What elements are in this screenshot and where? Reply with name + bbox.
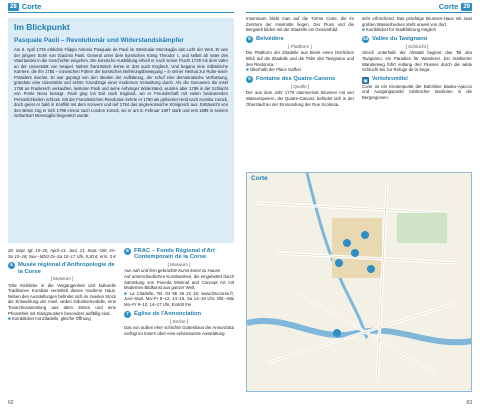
- transport-heading: [362, 77, 472, 84]
- opening-hours-text: 20. Sept. tgl. 10–20, April–21. Juni, 21. Sept.–Okt. Di–So 10–18, Nov.–März Di–Sa 10–17 Uhr, 5,30 €, erm. 3 €: [8, 248, 116, 259]
- item-6-number: 6: [124, 248, 131, 255]
- item-9-number: 9: [246, 76, 253, 83]
- item-6-heading: [124, 248, 234, 261]
- right-page-title: Corte: [438, 2, 459, 11]
- right-page-number: 63: [466, 400, 472, 406]
- item-9-category: [ Quelle ]: [290, 83, 310, 89]
- item-8-note: Oberhalb der Place Gaffori: [249, 67, 301, 73]
- item-8-heading: [246, 36, 354, 43]
- city-map[interactable]: [246, 172, 472, 392]
- spotlight-title: Im Blickpunkt: [14, 22, 70, 32]
- map-marker-5: [343, 239, 351, 247]
- right-col1-intro: Innenraum blickt man auf die Türme Corte, die im Zentrum der Inselmitte liegen. Der Fluss und die Bergwelt bilden mit der Zitadelle ein Gesamtbild.: [246, 16, 354, 33]
- location-pin-icon: ■: [246, 67, 249, 73]
- map-graphic: [247, 173, 472, 392]
- right-page-header: [439, 2, 472, 11]
- item-9-heading: [246, 76, 354, 83]
- left-column-2: [124, 248, 234, 398]
- item-9-title: Fontaine des Quatre-Canons: [256, 75, 336, 82]
- spotlight-text: Am 6. April 1725 erblickte Filippo Antonio Pasquale de Paoli im Streitcular Morosaglia das Licht der Welt. Er war der jüngere Sohn von Giacinto Paoli, General unter dem korsischen König Theodor I., und selbst ab Vater des Vaterlandes in die Geschichte eingehen. Die korsische Ausbildung erhielt er nach seiner Flucht 1739 mit dem Vater an der Universität von Neapel. Neben französisch lernte er dort auch Englisch. Und begann eine militärische Karriere, die ihn 1755 – inzwischen Führer der korsischen Befreiungsbewegung – in seiner Heimat zur Ruhe-Insel-Präsident machte. Er war geprägt von den Idealen der Aufklärung, der schuf eine demokratische Verfassung, gründete eine Universität und setzte Grundzüge einer modernen Verwaltung durch. Als die Genuesen die Insel 1768 an Frankreich verkauften, leisteten Paoli und seine Anhänger Widerstand, wurden aber 1769 in der Schlacht von Ponte Novu besiegt. Paoli ging ins Exil nach England, wo er Freundschaft mit vielen bedeutenden Persönlichkeiten schloss. Mit der Französischen Revolution kehrte er 1790 als gefeierter Held nach Korsika zurück, doch geriet er bald in Konflikt mit dem Konvent und rief 1794 das anglo-korsische Königreich aus. Enttäuscht von den Briten zog er sich 1795 erneut nach London zurück, wo er am 5. Februar 1807 starb und erst 1889 in seinem Geburtsort Morosaglia beigesetzt wurde.: [14, 47, 228, 118]
- item-8-number: 8: [246, 36, 253, 43]
- item-10-category: [ Schlucht ]: [405, 43, 429, 49]
- map-marker-9: [367, 265, 375, 273]
- map-title: Corte: [251, 175, 268, 182]
- map-marker-8: [335, 259, 343, 267]
- right-header-rule: [246, 12, 472, 13]
- item-7-text: Das von außen eher schlichte Gotteshaus der Annunziata verfügt im Innern über eine sehenswerte Ausstattung.: [124, 325, 234, 336]
- map-marker-7: [361, 231, 369, 239]
- item-7-heading: [124, 311, 234, 318]
- left-column-1: [8, 248, 116, 398]
- item-9-text: Der aus dem Jahr 1778 stammende Brunnen mit vier Wasserspeiern, der Quatre-Canons, befindet sich in der Oberstadt an der Einmündung der Rue Scoliscia.: [246, 90, 354, 107]
- right-column-2: [362, 16, 472, 168]
- item-6-title: FRAC – Fonds Régional d'Art Contemporain de la Corse: [134, 248, 215, 261]
- item-8-category: [ Plattform ]: [288, 43, 312, 49]
- item-6-quote: Aus nah und fern gebrachte Kunst kunst zu Hause: [124, 268, 221, 274]
- transport-text: Corte ist ein Knotenpunkt der Bahnlinie Bastia–Ajaccio und Ausgangspunkt zahlreicher Buslinien in die Bergregionen.: [362, 83, 472, 100]
- left-page-badge: 28: [10, 3, 17, 10]
- left-page-number: 62: [8, 400, 14, 406]
- item-10-title: Vallée du Tavignano: [372, 35, 428, 42]
- right-col2-intro: sehr erfrischend. Das prächtige Brunnen-Haus mit zwei großen Wasserbecken steht unweit von dort.: [362, 16, 472, 27]
- item-10-heading: [362, 36, 472, 43]
- item-5-text: Tolle Einblicke in die Vergangenheit und kulturelle Traditionen Korsikas vermittelt dieses moderne Haus. Neben den Ausstellungen befindet sich im zweiten Stock die Entwicklung der Insel, wobei Industriemodelle, eine Tonarchivsammlung aus alten Zeiten und eine Phonothek mit Klangmustern besonders auffällig sind.: [8, 282, 116, 316]
- item-7-number: 7: [124, 311, 131, 318]
- item-6-info: La Citadelle, Tel. 04 95 46 22 18, www.fraccorse.fr, Juni–Sept. Mo–Fr 9–12, 14–18, Sa 14–18 Uhr, Okt.–Mai Mo–Fr 9–12, 14–17 Uhr, Eintritt frei: [124, 290, 234, 307]
- item-5-heading: [8, 262, 116, 275]
- location-pin-icon: ■: [124, 290, 128, 296]
- item-5-note: Kombiticket mit Zitadelle, gleiche Öffnung: [11, 316, 91, 322]
- item-7-category: [ Kirche ]: [169, 318, 189, 324]
- bus-icon: ▣: [363, 77, 368, 83]
- right-col2-note: Kombiticket für Stadtführung möglich: [365, 27, 437, 33]
- transport-title: Verkehrsmittel: [372, 76, 408, 83]
- item-7-title: Église de l'Annonciation: [134, 310, 202, 317]
- left-page-header: [8, 2, 41, 11]
- item-6-text: Auf unterschiedlichen Kunstwerken, die eingebettet durch Sammlung von Poveda Minimal and Concept Art mit Modernen Bildkunst aus ganzer Welt.: [124, 274, 234, 291]
- spotlight-box: [8, 18, 234, 243]
- location-pin-icon: ■: [8, 316, 11, 322]
- park-area: [397, 213, 447, 243]
- left-header-rule: [8, 12, 234, 13]
- right-page-badge: 29: [463, 3, 470, 10]
- left-page-title: Corte: [21, 2, 42, 11]
- item-5-title: Musée régional d'Anthropologie de la Corse: [18, 262, 115, 275]
- item-10-text: Gleich unterhalb der Altstadt beginnt das Tal des Tavignano, ein Paradies für Wanderer. Ein markierter Wanderweg führt entlang des Flusses durch die wilde Schlucht bis zur Refuge de la Sega.: [362, 50, 472, 73]
- map-marker-6: [351, 249, 359, 257]
- spotlight-subtitle: Pasquale Paoli – Revolutionär und Widerstandskämpfer: [14, 37, 184, 44]
- item-5-number: 5: [8, 262, 15, 269]
- right-column-1: [246, 16, 354, 168]
- item-10-number: 10: [362, 36, 369, 42]
- location-pin-icon: ■: [362, 27, 365, 33]
- map-marker-10: [333, 329, 341, 337]
- item-6-category: [ Museum ]: [167, 261, 191, 267]
- item-8-title: Belvédère: [256, 35, 284, 42]
- item-5-category: [ Museum ]: [50, 276, 74, 281]
- item-8-text: Die Plattform der Zitadelle aus bietet einen herrlichen Blick auf die Zitadelle und die Täler des Tavignano und des Restonica.: [246, 50, 354, 67]
